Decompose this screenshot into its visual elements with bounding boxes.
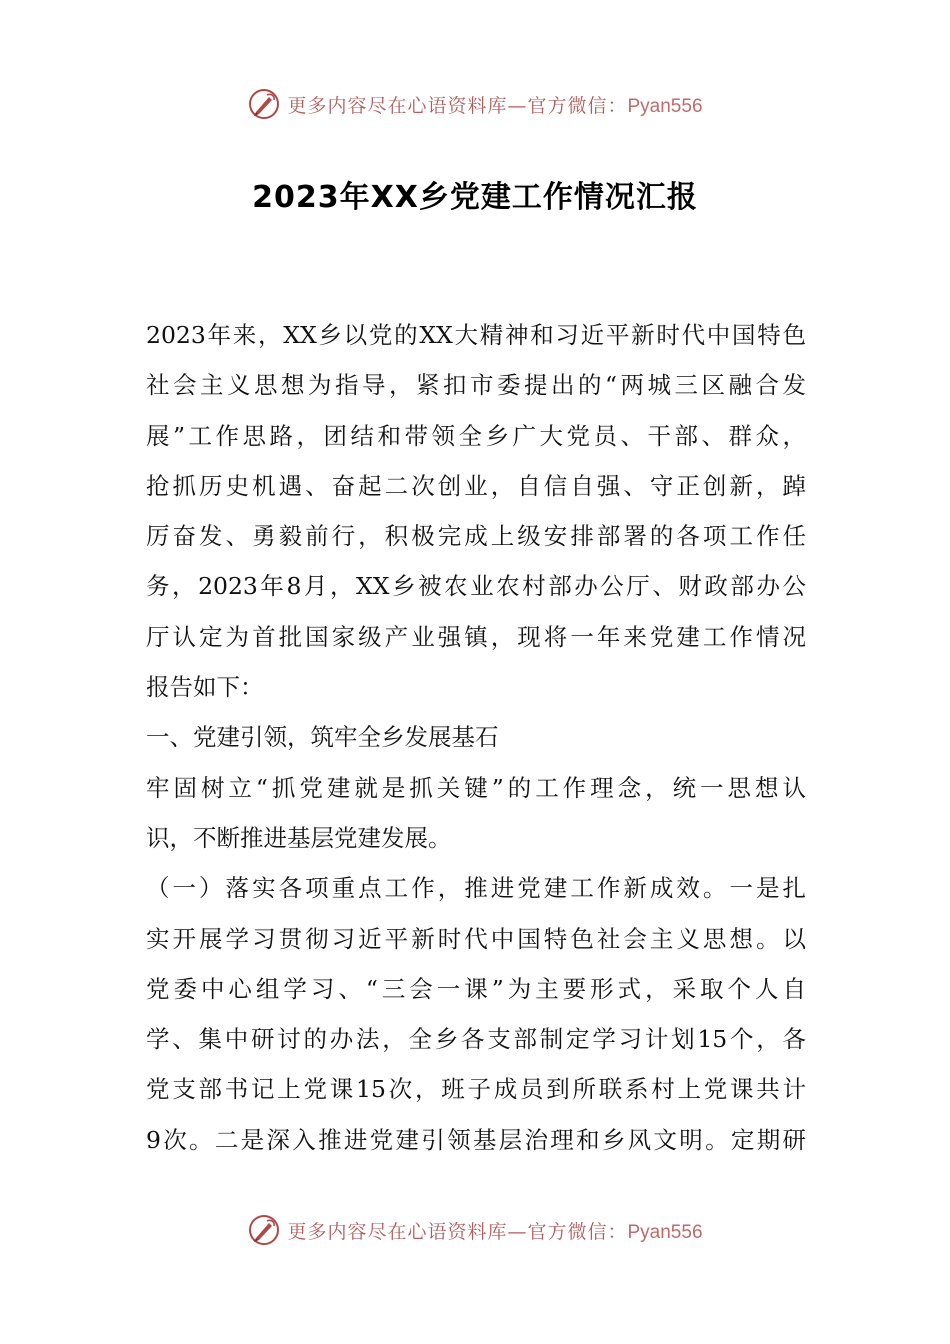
footer-banner-label: 更多内容尽在心语资料库—官方微信： <box>287 1220 628 1243</box>
document-title: 2023年XX乡党建工作情况汇报 <box>252 180 698 215</box>
body-line: 实开展学习贯彻习近平新时代中国特色社会主义思想。以 <box>146 924 806 953</box>
footer-banner-text <box>287 1217 702 1244</box>
header-banner-handle: Pyan556 <box>627 95 703 117</box>
body-line: 2023年来，XX乡以党的XX大精神和习近平新时代中国特色 <box>146 321 806 349</box>
body-line: 厅认定为首批国家级产业强镇，现将一年来党建工作情况 <box>146 622 806 651</box>
body-line: 厉奋发、勇毅前行，积极完成上级安排部署的各项工作任 <box>146 522 806 551</box>
document-body <box>146 310 806 1165</box>
body-line: 学、集中研讨的办法，全乡各支部制定学习计划15个，各 <box>146 1025 806 1054</box>
body-line: 党委中心组学习、“三会一课”为主要形式，采取个人自 <box>146 974 806 1003</box>
header-banner <box>0 84 950 124</box>
section-heading: 一、党建引领，筑牢全乡发展基石 <box>146 723 499 752</box>
header-banner-label: 更多内容尽在心语资料库—官方微信： <box>287 94 628 117</box>
body-line: 务，2023年8月，XX乡被农业农村部办公厅、财政部办公 <box>146 572 806 601</box>
body-line: （一）落实各项重点工作，推进党建工作新成效。一是扎 <box>146 874 806 903</box>
pen-logo-icon <box>247 1213 281 1247</box>
body-line: 抢抓历史机遇、奋起二次创业，自信自强、守正创新，踔 <box>146 471 806 500</box>
body-line: 9次。二是深入推进党建引领基层治理和乡风文明。定期研 <box>146 1125 806 1154</box>
body-line: 牢固树立“抓党建就是抓关键”的工作理念，统一思想认 <box>146 773 806 802</box>
body-line: 展”工作思路，团结和带领全乡广大党员、干部、群众， <box>146 421 806 450</box>
body-line: 社会主义思想为指导，紧扣市委提出的“两城三区融合发 <box>146 371 806 400</box>
pen-logo-icon <box>247 87 281 121</box>
header-banner-text <box>287 91 702 118</box>
body-line: 党支部书记上党课15次，班子成员到所联系村上党课共计 <box>146 1075 806 1104</box>
body-line: 报告如下： <box>146 673 264 702</box>
footer-banner-handle: Pyan556 <box>627 1221 703 1243</box>
body-line: 识，不断推进基层党建发展。 <box>146 823 452 852</box>
footer-banner <box>0 1210 950 1250</box>
